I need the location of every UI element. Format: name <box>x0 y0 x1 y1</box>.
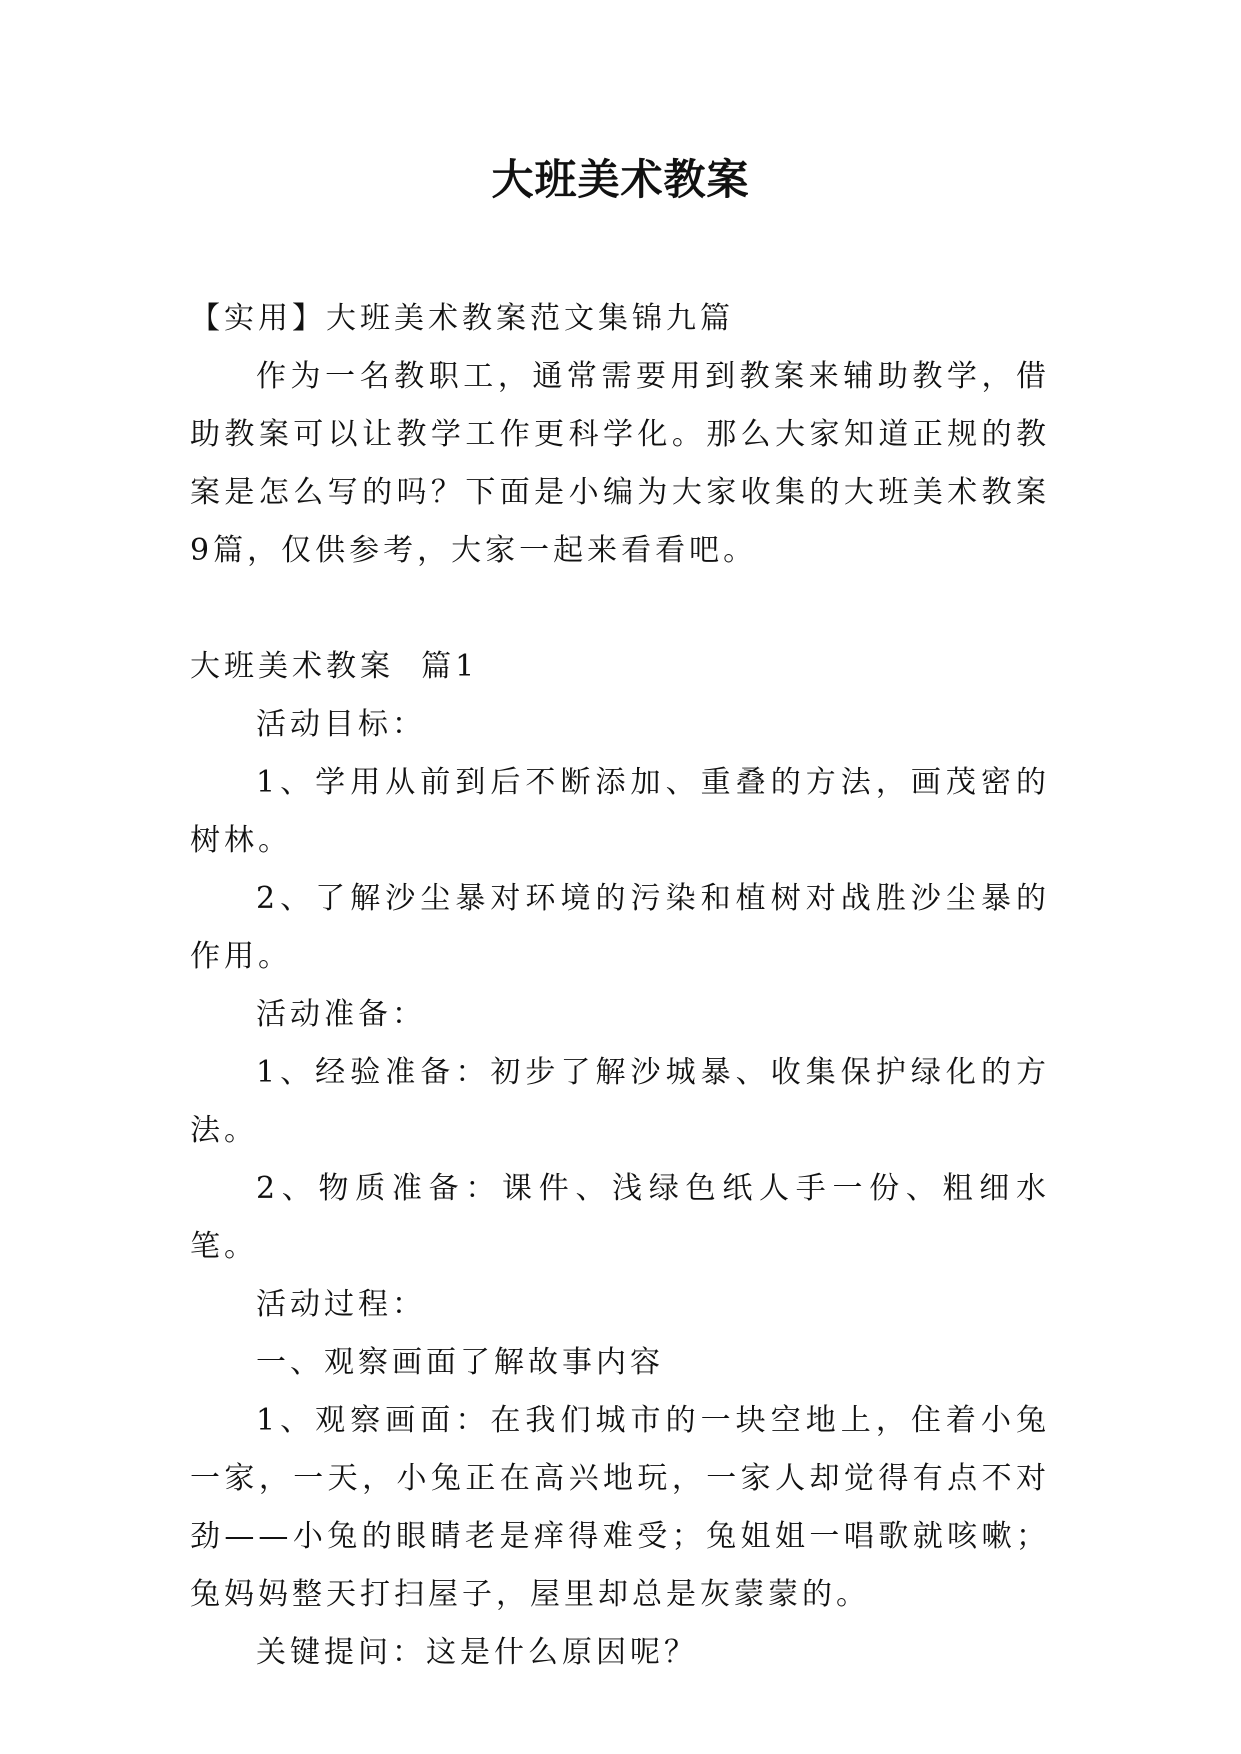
document-body <box>190 290 1050 1682</box>
paragraph-step-1: 一、观察画面了解故事内容 <box>256 1345 664 1380</box>
document-title: 大班美术教案 <box>491 155 750 204</box>
paragraph-goal-2: 2、了解沙尘暴对环境的污染和植树对战胜沙尘暴的作用。 <box>190 881 1050 974</box>
section-heading: 大班美术教案 篇1 <box>190 649 479 684</box>
paragraph-goal-1: 1、学用从前到后不断添加、重叠的方法，画茂密的树林。 <box>190 765 1050 858</box>
intro-paragraph: 作为一名教职工，通常需要用到教案来辅助教学，借助教案可以让教学工作更科学化。那么大家知道正规的教案是怎么写的吗？下面是小编为大家收集的大班美术教案9篇，仅供参考，大家一起来看看吧。 <box>190 359 1050 568</box>
paragraph-activity-goals: 活动目标： <box>256 707 426 742</box>
document-subtitle: 【实用】大班美术教案范文集锦九篇 <box>190 301 734 336</box>
paragraph-activity-prep: 活动准备： <box>256 997 426 1032</box>
paragraph-activity-process: 活动过程： <box>256 1287 426 1322</box>
section-spacer <box>190 580 1050 638</box>
paragraph-prep-1: 1、经验准备：初步了解沙城暴、收集保护绿化的方法。 <box>190 1055 1050 1148</box>
paragraph-key-question: 关键提问：这是什么原因呢？ <box>256 1635 698 1670</box>
paragraph-prep-2: 2、物质准备：课件、浅绿色纸人手一份、粗细水笔。 <box>190 1171 1050 1264</box>
paragraph-observe: 1、观察画面：在我们城市的一块空地上，住着小兔一家，一天，小兔正在高兴地玩，一家人却觉得有点不对劲——小兔的眼睛老是痒得难受；兔姐姐一唱歌就咳嗽；兔妈妈整天打扫屋子，屋里却总是灰蒙蒙的。 <box>190 1403 1050 1612</box>
